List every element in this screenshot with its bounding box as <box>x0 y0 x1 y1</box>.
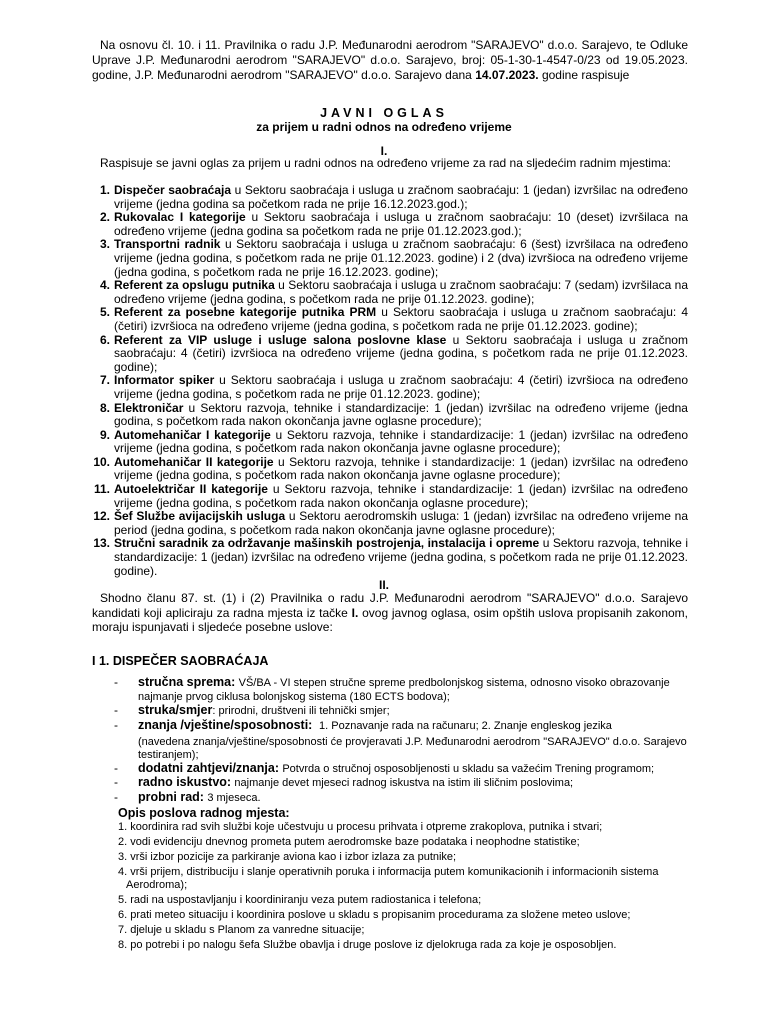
position-description: u Sektoru saobraćaja i usluga u zračnom saobraćaju: 1 (jedan) izvršilac na određeno vrijeme (jedna godina sa početkom rada ne prije 16.12.2023.god.); <box>114 183 688 211</box>
list-item <box>114 762 688 776</box>
section-2-reference: I. <box>351 605 359 620</box>
intro-date: 14.07.2023. <box>475 68 539 82</box>
dash-bullet: - <box>114 717 118 732</box>
list-item <box>84 306 688 333</box>
list-item <box>84 211 688 238</box>
item-number: 9. <box>99 427 110 442</box>
section-2-text-end: ovog javnog oglasa, osim opštih uslova propisanih zakonom, moraju ispunjavati i sljedeće posebne uslove: <box>92 605 689 634</box>
requirement-text: 1. Poznavanje rada na računaru; 2. Znanje engleskog jezika <box>319 719 612 732</box>
list-item <box>114 791 688 805</box>
position-description: u Sektoru saobraćaja i usluga u zračnom saobraćaju: 10 (deset) izvršilaca na određeno vrijeme (jedna godina sa početkom rada ne prije 01.12.2023.god.); <box>114 210 688 238</box>
position-description: u Sektoru saobraćaja i usluga u zračnom saobraćaju: 4 (četiri) izvršioca na određeno vrijeme (jedna godina, s početkom rada ne prije 01.12.2023. godine); <box>114 305 689 333</box>
list-item: 8. po potrebi i po nalogu šefa Službe obavlja i druge poslove iz djelokruga rada za koje je osposobljen. <box>118 939 617 951</box>
list-item <box>84 238 688 279</box>
list-item: 6. prati meteo situaciju i koordinira poslove u skladu s propisanim procedurama za složene meteo uslove; <box>118 909 631 921</box>
list-item <box>118 866 688 892</box>
requirement-text: Potvrda o stručnoj osposobljenosti u skladu sa važećim Trening programom; <box>282 763 655 776</box>
item-number: 2. <box>99 210 110 225</box>
section-1-numeral: I. <box>380 144 388 158</box>
list-item <box>84 402 688 429</box>
requirement-text: : prirodni, društveni ili tehnički smjer; <box>212 705 390 718</box>
dash-bullet: - <box>114 761 118 776</box>
requirement-text: najmanje devet mjeseci radnog iskustva na istim ili sličnim poslovima; <box>234 777 574 790</box>
list-item <box>84 374 688 401</box>
requirement-text: VŠ/BA - VI stepen stručne spreme predbolonjskog sistema, odnosno visoko obrazovanje najmanje prvog ciklusa bolonjskog sistema (180 ECTS bodova); <box>138 677 670 704</box>
position-description: u Sektoru razvoja, tehnike i standardizacije: 1 (jedan) izvršilac na određeno vrijeme (jedna godina, s početkom rada ne prije 01.12.2023. godine). <box>114 536 688 578</box>
requirement-label: dodatni zahtjevi/znanja: <box>138 761 279 776</box>
position-title: Transportni radnik <box>114 237 221 252</box>
position-title: Autoelektričar II kategorije <box>114 482 268 497</box>
position-description: u Sektoru razvoja, tehnike i standardizacije: 1 (jedan) izvršilac na određeno vrijeme (jedna godina, s početkom rada nakon okončanja javne oglasne procedure); <box>114 454 688 483</box>
position-title: Automehaničar I kategorije <box>114 427 271 442</box>
document-title: JAVNI OGLAS <box>320 106 448 120</box>
section-2-paragraph <box>92 591 688 635</box>
position-title: Stručni saradnik za održavanje mašinskih postrojenja, instalacija i opreme <box>114 536 540 551</box>
position-title: Referent za posebne kategorije putnika PRM <box>114 305 377 320</box>
item-number: 10. <box>93 454 110 469</box>
duties-list <box>118 820 688 953</box>
list-item <box>114 776 688 790</box>
section-2-numeral: II. <box>378 578 389 592</box>
duties-heading: Opis poslova radnog mjesta: <box>118 806 290 820</box>
list-item <box>114 719 688 733</box>
intro-text: Na osnovu čl. 10. i 11. Pravilnika o radu J.P. Međunarodni aerodrom "SARAJEVO" d.o.o. Sarajevo, te Odluke Uprave J.P. Međunarodni aerodrom "SARAJEVO" d.o.o. Sarajevo, broj: 05-1-30-1-4547-0/23 od 19.05.2023. godine, J.P. Međunarodni aerodrom "SARAJEVO" d.o.o. Sarajevo dana <box>92 38 688 82</box>
section-1-intro: Raspisuje se javni oglas za prijem u radni odnos na određeno vrijeme za rad na sljedećim radnim mjestima: <box>100 156 671 170</box>
duty-text: 4. vrši prijem, distribuciju i slanje operativnih poruka i informacija putem komunikacionih i informacionih sistema <box>118 866 659 878</box>
position-description: u Sektoru saobraćaja i usluga u zračnom saobraćaju: 4 (četiri) izvršioca na određeno vrijeme (jedna godina, s početkom rada ne prije 01.12.2023. godine); <box>114 332 688 374</box>
list-item <box>114 704 688 718</box>
position-description: u Sektoru aerodromskih usluga: 1 (jedan) izvršilac na određeno vrijeme na period (jedna godina, s početkom rada nakon okončanja javne oglasne procedure); <box>114 509 689 537</box>
subsection-heading: I 1. DISPEČER SAOBRAĆAJA <box>92 654 269 668</box>
position-description: u Sektoru razvoja, tehnike i standardizacije: 1 (jedan) izvršilac na određeno vrijeme (jedna godina, s početkom rada nakon okončanja javne oglasne procedure); <box>114 400 688 429</box>
requirement-label: radno iskustvo: <box>138 775 232 790</box>
position-description: u Sektoru saobraćaja i usluga u zračnom saobraćaju: 4 (četiri) izvršioca na određeno vrijeme (jedna godina, s početkom rada ne prije 01.12.2023. godine); <box>114 373 688 401</box>
position-description: u Sektoru razvoja, tehnike i standardizacije: 1 (jedan) izvršilac na određeno vrijeme (jedna godina, s početkom rada nakon okončanja oglasne procedure); <box>114 482 688 510</box>
requirement-label: struka/smjer <box>138 703 213 718</box>
intro-paragraph <box>92 38 688 83</box>
section-2-text: Shodno članu 87. st. (1) i (2) Pravilnika o radu J.P. Međunarodni aerodrom "SARAJEVO" d.o.o. Sarajevo kandidati koji apliciraju za radna mjesta iz tačke <box>92 591 688 620</box>
list-item <box>84 429 688 456</box>
item-number: 7. <box>99 373 110 388</box>
position-title: Referent za VIP usluge i usluge salona poslovne klase <box>114 332 447 347</box>
list-item: 3. vrši izbor pozicije za parkiranje aviona kao i izbor izlaza za putnike; <box>118 851 457 863</box>
list-item <box>114 676 688 704</box>
position-title: Dispečer saobraćaja <box>114 183 231 197</box>
position-title: Automehaničar II kategorije <box>114 454 274 469</box>
list-item <box>84 456 688 483</box>
positions-list <box>84 184 688 578</box>
position-title: Šef Službe avijacijskih usluga <box>114 509 286 524</box>
intro-text-end: godine raspisuje <box>541 68 630 82</box>
item-number: 3. <box>99 237 110 252</box>
position-title: Rukovalac I kategorije <box>114 210 246 225</box>
item-number: 8. <box>99 400 110 415</box>
item-number: 13. <box>93 536 110 551</box>
list-item <box>114 736 688 762</box>
list-item <box>84 483 688 510</box>
position-title: Elektroničar <box>114 400 184 415</box>
position-title: Informator spiker <box>114 373 215 388</box>
list-item <box>84 334 688 375</box>
item-number: 12. <box>93 509 110 524</box>
list-item <box>84 184 688 211</box>
position-description: u Sektoru saobraćaja i usluga u zračnom saobraćaju: 6 (šest) izvršilaca na određeno vrijeme (jedna godina, s početkom rada ne prije 01.12.2023. godine) i 2 (dva) izvršioca na određeno vrijeme (jedna godina, s početkom rada ne prije 16.12.2023. godine); <box>114 237 688 279</box>
requirements-list <box>114 676 688 805</box>
requirement-note: (navedena znanja/vještine/sposobnosti će provjeravati J.P. Međunarodni aerodrom "SARAJEVO" d.o.o. Sarajevo testiranjem); <box>138 735 687 762</box>
position-description: u Sektoru saobraćaja i usluga u zračnom saobraćaju: 7 (sedam) izvršilaca na određeno vrijeme (jedna godina, s početkom rada ne prije 01.12.2023. godine); <box>114 278 689 306</box>
document-subtitle: za prijem u radni odnos na određeno vrijeme <box>256 120 512 134</box>
position-title: Referent za opslugu putnika <box>114 278 275 293</box>
dash-bullet: - <box>114 789 118 804</box>
duty-text-continued: Aerodroma); <box>126 879 188 891</box>
item-number: 5. <box>99 305 110 320</box>
item-number: 4. <box>99 278 110 293</box>
requirement-text: 3 mjeseca. <box>207 791 261 804</box>
item-number: 11. <box>93 482 110 497</box>
list-item: 5. radi na uspostavljanju i koordiniranju veza putem radiostanica i telefona; <box>118 894 482 906</box>
requirement-label: stručna sprema: <box>138 675 236 689</box>
list-item: 2. vodi evidenciju dnevnog prometa putem aerodromske baze podataka i neophodne statistike; <box>118 836 580 848</box>
list-item <box>84 279 688 306</box>
requirement-label: znanja /vještine/sposobnosti: <box>138 717 313 732</box>
item-number: 1. <box>99 183 110 197</box>
item-number: 6. <box>99 332 110 347</box>
position-description: u Sektoru razvoja, tehnike i standardizacije: 1 (jedan) izvršilac na određeno vrijeme (jedna godina, s početkom rada nakon okončanja javne oglasne procedure); <box>114 427 688 456</box>
dash-bullet: - <box>114 775 118 790</box>
requirement-label: probni rad: <box>138 789 204 804</box>
list-item: 7. djeluje u skladu s Planom za vanredne situacije; <box>118 924 365 936</box>
list-item <box>84 510 688 537</box>
list-item: 1. koordinira rad svih službi koje učestvuju u procesu prihvata i otpreme zrakoplova, putnika i stvari; <box>118 821 603 833</box>
dash-bullet: - <box>114 703 118 718</box>
list-item <box>84 537 688 578</box>
dash-bullet: - <box>114 675 118 689</box>
